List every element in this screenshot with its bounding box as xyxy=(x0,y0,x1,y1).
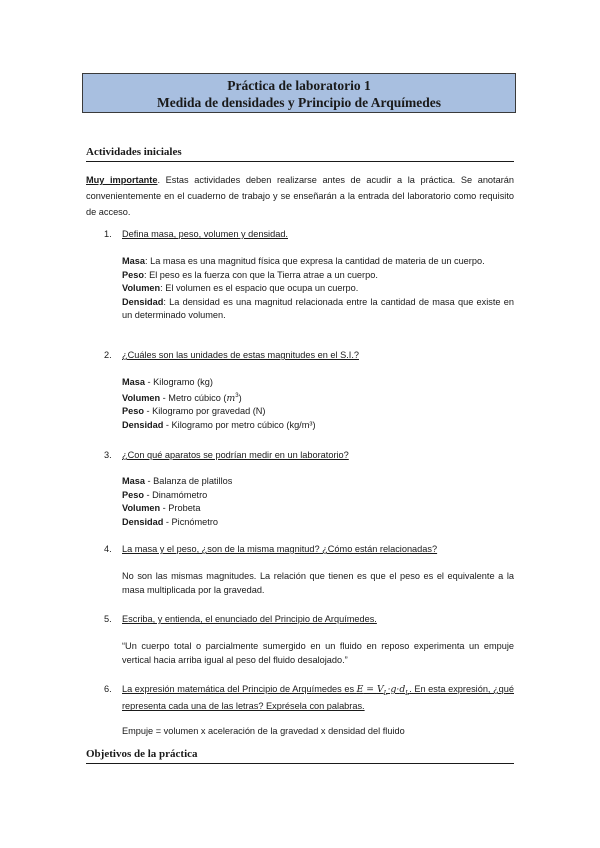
answer-text: - Metro cúbico ( xyxy=(160,392,227,403)
answer-line xyxy=(122,376,514,390)
answer-line xyxy=(122,282,514,296)
question-text-after: . En esta expresión, ¿qué representa cada una de las letras? Exprésela con palabras. xyxy=(122,684,515,712)
answer-term: Masa xyxy=(122,377,145,387)
title-line-2: Medida de densidades y Principio de Arquímedes xyxy=(156,95,442,110)
answer-line xyxy=(122,419,514,433)
question-number: 6. xyxy=(104,684,112,694)
answer-text: : El volumen es el espacio que ocupa un cuerpo. xyxy=(160,283,359,294)
formula-lhs: E xyxy=(356,684,364,695)
question-number: 3. xyxy=(104,450,112,460)
answer-text: - Kilogramo por metro cúbico (kg/m³) xyxy=(163,419,316,430)
answer-term: Densidad xyxy=(122,296,164,307)
answer-term: Peso xyxy=(122,269,144,280)
answer-term: Peso xyxy=(122,406,144,417)
question-5 xyxy=(104,613,514,627)
math-superscript: 3 xyxy=(235,392,239,399)
formula-volume-sub: L xyxy=(383,689,388,697)
question-text: ¿Cuáles son las unidades de estas magnitudes en el S.I.? xyxy=(122,350,359,360)
formula xyxy=(357,684,410,695)
intro-lead: Muy importante xyxy=(86,175,158,185)
answer-6: Empuje = volumen x aceleración de la gravedad x densidad del fluido xyxy=(122,726,405,736)
answer-line xyxy=(122,296,514,323)
formula-density: d xyxy=(399,684,406,695)
question-text: Escriba, y entienda, el enunciado del Principio de Arquímedes. xyxy=(122,614,377,624)
question-2 xyxy=(104,349,514,363)
answer-line xyxy=(122,405,514,419)
answer-term: Volumen xyxy=(122,392,161,403)
question-text: La masa y el peso, ¿son de la misma magnitud? ¿Cómo están relacionadas? xyxy=(122,544,438,554)
answer-text-after: ) xyxy=(238,392,242,403)
question-text xyxy=(122,683,514,714)
question-1 xyxy=(104,228,514,242)
question-number: 4. xyxy=(104,544,112,554)
question-number: 5. xyxy=(104,614,112,624)
formula-density-sub: L xyxy=(405,689,410,697)
question-text-before: La expresión matemática del Principio de Arquímedes es xyxy=(122,684,357,694)
answer-4: No son las mismas magnitudes. La relación que tienen es que el peso es el equivalente a la masa multiplicada por la gravedad. xyxy=(122,571,514,595)
formula-gravity: ·g· xyxy=(387,684,400,695)
answer-term: Volumen xyxy=(122,503,161,514)
answer-line xyxy=(122,255,514,269)
objectives-heading: Objetivos de la práctica xyxy=(86,748,514,764)
answer-text: - Dinamómetro xyxy=(143,489,208,500)
answer-5: “Un cuerpo total o parcialmente sumergido en un fluido en reposo experimenta un empuje vertical hacia arriba igual al peso del fluido desalojado.” xyxy=(122,641,514,665)
answer-1 xyxy=(122,255,514,323)
intro-text: . Estas actividades deben realizarse antes de acudir a la práctica. Se anotarán convenientemente en el cuaderno de trabajo y se enseñarán a la entrada del laboratorio como requisito de acceso. xyxy=(86,175,514,217)
answer-term: Masa xyxy=(122,476,145,486)
math-symbol: m xyxy=(226,392,236,404)
answer-text: - Kilogramo (kg) xyxy=(144,377,213,387)
answer-text: - Balanza de platillos xyxy=(144,476,233,486)
answer-3 xyxy=(122,475,514,529)
question-text: Defina masa, peso, volumen y densidad. xyxy=(122,229,288,239)
answer-line xyxy=(122,489,514,503)
answer-term: Masa xyxy=(122,256,145,266)
answer-term: Densidad xyxy=(122,516,164,527)
activities-heading: Actividades iniciales xyxy=(86,146,514,162)
answer-text: : El peso es la fuerza con que la Tierra atrae a un cuerpo. xyxy=(143,269,378,280)
formula-equals: = xyxy=(363,684,377,695)
answer-line xyxy=(122,516,514,530)
question-number: 2. xyxy=(104,350,112,360)
answer-text: : La densidad es una magnitud relacionada entre la cantidad de masa que existe en un determinado volumen. xyxy=(122,296,514,321)
answer-term: Densidad xyxy=(122,419,164,430)
intro-paragraph xyxy=(86,172,514,220)
question-3 xyxy=(104,449,514,463)
answer-2 xyxy=(122,376,514,432)
answer-line xyxy=(122,269,514,283)
answer-line xyxy=(122,475,514,489)
title-line-1: Práctica de laboratorio 1 xyxy=(227,78,371,93)
formula-volume: V xyxy=(376,684,384,695)
title-box xyxy=(82,73,516,113)
answer-text: - Picnómetro xyxy=(163,516,218,527)
answer-text: - Kilogramo por gravedad (N) xyxy=(143,406,266,417)
answer-text: : La masa es una magnitud física que expresa la cantidad de materia de un cuerpo. xyxy=(144,256,485,266)
question-6 xyxy=(104,683,514,714)
answer-line xyxy=(122,502,514,516)
answer-term: Peso xyxy=(122,489,144,500)
question-4 xyxy=(104,543,514,557)
question-number: 1. xyxy=(104,229,112,239)
answer-text: - Probeta xyxy=(160,503,201,514)
answer-line xyxy=(122,390,514,406)
answer-term: Volumen xyxy=(122,283,161,294)
question-text: ¿Con qué aparatos se podrían medir en un laboratorio? xyxy=(122,450,349,460)
